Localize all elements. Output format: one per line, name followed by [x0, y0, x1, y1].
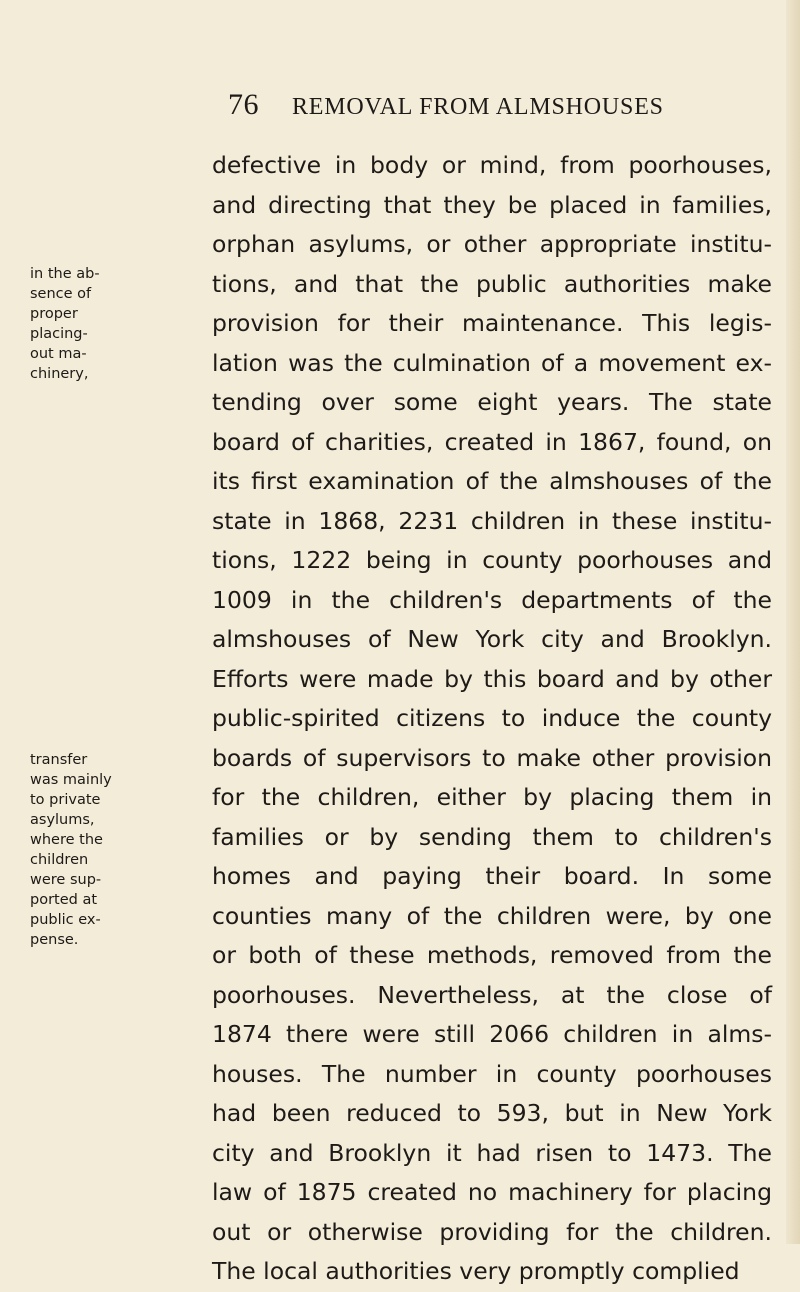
- margin-note-line: to private: [30, 792, 101, 808]
- page-edge: [786, 0, 800, 1244]
- body-line: out or otherwise providing for the children.: [212, 1217, 772, 1246]
- body-line: tending over some eight years. The state: [212, 388, 772, 416]
- body-line: counties many of the children were, by one: [212, 901, 772, 930]
- running-head: REMOVAL FROM ALMSHOUSES: [292, 94, 664, 120]
- body-line: boards of supervisors to make other provision: [212, 743, 772, 772]
- body-line: its first examination of the almshouses of the: [212, 467, 772, 495]
- body-line: Efforts were made by this board and by other: [212, 664, 772, 693]
- body-text: [212, 146, 772, 1292]
- body-line: 1009 in the children's departments of the: [212, 585, 772, 614]
- margin-note-line: public ex-: [30, 912, 101, 928]
- body-line: 1874 there were still 2066 children in alms-: [212, 1020, 772, 1048]
- margin-note-line: where the: [30, 832, 103, 848]
- body-line: or both of these methods, removed from the: [212, 941, 772, 969]
- body-line: and directing that they be placed in families,: [212, 190, 772, 219]
- body-line: board of charities, created in 1867, found, on: [212, 427, 772, 456]
- body-line: orphan asylums, or other appropriate institu-: [212, 230, 772, 258]
- body-line: defective in body or mind, from poorhouses,: [212, 151, 772, 179]
- margin-note-line: placing-: [30, 326, 88, 342]
- body-line: provision for their maintenance. This legis-: [212, 309, 772, 337]
- body-line: homes and paying their board. In some: [212, 862, 772, 890]
- margin-note-line: children: [30, 852, 89, 868]
- body-line: for the children, either by placing them in: [212, 783, 772, 811]
- margin-note-line: ported at: [30, 892, 98, 908]
- body-line: tions, and that the public authorities make: [212, 269, 772, 298]
- body-line: had been reduced to 593, but in New York: [212, 1099, 772, 1127]
- body-line: city and Brooklyn it had risen to 1473. The: [212, 1138, 772, 1167]
- margin-note-line: were sup-: [30, 872, 102, 888]
- body-line: law of 1875 created no machinery for placing: [212, 1178, 772, 1206]
- margin-note-line: sence of: [30, 286, 92, 302]
- body-line: poorhouses. Nevertheless, at the close of: [212, 980, 772, 1009]
- margin-note-line: was mainly: [30, 772, 112, 788]
- body-line: public-spirited citizens to induce the county: [212, 704, 772, 732]
- margin-note-line: transfer: [30, 752, 88, 768]
- body-line: families or by sending them to children's: [212, 822, 772, 851]
- body-line: state in 1868, 2231 children in these institu-: [212, 506, 772, 535]
- margin-note-line: chinery,: [30, 366, 89, 382]
- margin-note-line: in the ab-: [30, 266, 100, 282]
- page-header: [228, 88, 748, 128]
- body-line: tions, 1222 being in county poorhouses and: [212, 546, 772, 574]
- margin-note-line: proper: [30, 306, 78, 322]
- body-line: The local authorities very promptly complied: [212, 1257, 740, 1285]
- body-line: almshouses of New York city and Brooklyn.: [212, 625, 772, 653]
- margin-note-transfer: [30, 750, 116, 950]
- body-line: lation was the culmination of a movement ex-: [212, 348, 772, 377]
- margin-note-line: out ma-: [30, 346, 87, 362]
- body-line: houses. The number in county poorhouses: [212, 1059, 772, 1088]
- margin-note-line: asylums,: [30, 812, 95, 828]
- margin-note-placing-out: [30, 264, 116, 384]
- margin-note-line: pense.: [30, 932, 79, 948]
- page-number: 76: [228, 88, 259, 121]
